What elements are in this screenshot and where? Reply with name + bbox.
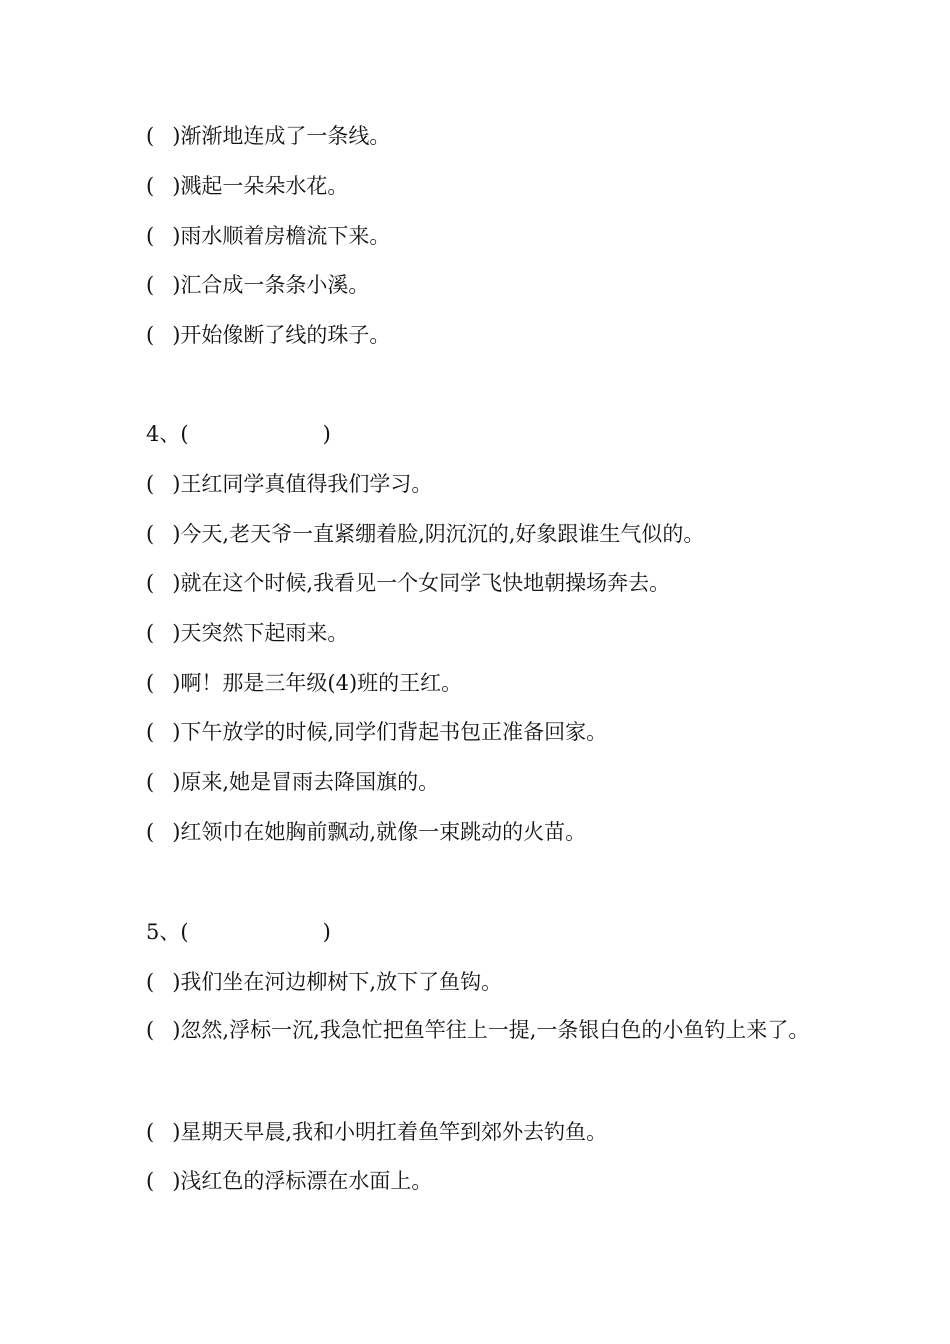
order-item: ( )开始像断了线的珠子。 [146, 323, 391, 347]
order-item: ( )天突然下起雨来。 [146, 621, 349, 645]
order-item: ( )红领巾在她胸前飘动,就像一束跳动的火苗。 [146, 820, 587, 844]
question-heading: 5、( ) [146, 920, 331, 944]
answer-blank[interactable]: ( ) [146, 1120, 181, 1144]
order-item: ( )忽然,浮标一沉,我急忙把鱼竿往上一提,一条银白色的小鱼钓上来了。 [146, 1018, 810, 1042]
answer-blank[interactable]: ( ) [146, 273, 181, 297]
order-item: ( )汇合成一条条小溪。 [146, 273, 370, 297]
answer-blank[interactable]: ( ) [146, 323, 181, 347]
answer-blank[interactable]: ( ) [146, 671, 181, 695]
answer-blank[interactable]: ( ) [146, 621, 181, 645]
order-item: ( )渐渐地连成了一条线。 [146, 124, 391, 148]
answer-blank[interactable]: ( ) [146, 571, 181, 595]
answer-blank[interactable]: ( ) [146, 124, 181, 148]
order-item: ( )下午放学的时候,同学们背起书包正准备回家。 [146, 720, 608, 744]
answer-blank[interactable]: ( ) [146, 820, 181, 844]
order-item: ( )原来,她是冒雨去降国旗的。 [146, 770, 440, 794]
answer-blank[interactable]: ( ) [146, 174, 181, 198]
order-item: ( )我们坐在河边柳树下,放下了鱼钩。 [146, 970, 503, 994]
order-item: ( )今天,老天爷一直紧绷着脸,阴沉沉的,好象跟谁生气似的。 [146, 522, 705, 546]
order-item: ( )啊！那是三年级(4)班的王红。 [146, 671, 463, 695]
answer-blank[interactable]: ( ) [146, 224, 181, 248]
order-item: ( )溅起一朵朵水花。 [146, 174, 349, 198]
order-item: ( )雨水顺着房檐流下来。 [146, 224, 391, 248]
order-item: ( )就在这个时候,我看见一个女同学飞快地朝操场奔去。 [146, 571, 671, 595]
order-item: ( )浅红色的浮标漂在水面上。 [146, 1169, 433, 1193]
answer-blank[interactable]: ( ) [146, 1018, 181, 1042]
answer-blank[interactable]: ( ) [146, 522, 181, 546]
answer-blank[interactable]: ( ) [146, 1169, 181, 1193]
order-item: ( )星期天早晨,我和小明扛着鱼竿到郊外去钓鱼。 [146, 1120, 608, 1144]
answer-blank[interactable]: ( ) [146, 970, 181, 994]
answer-blank[interactable]: ( ) [146, 770, 181, 794]
answer-blank[interactable]: ( ) [146, 472, 181, 496]
answer-blank[interactable]: ( ) [180, 920, 331, 944]
answer-blank[interactable]: ( ) [180, 422, 331, 446]
question-heading: 4、( ) [146, 422, 331, 446]
answer-blank[interactable]: ( ) [146, 720, 181, 744]
order-item: ( )王红同学真值得我们学习。 [146, 472, 433, 496]
